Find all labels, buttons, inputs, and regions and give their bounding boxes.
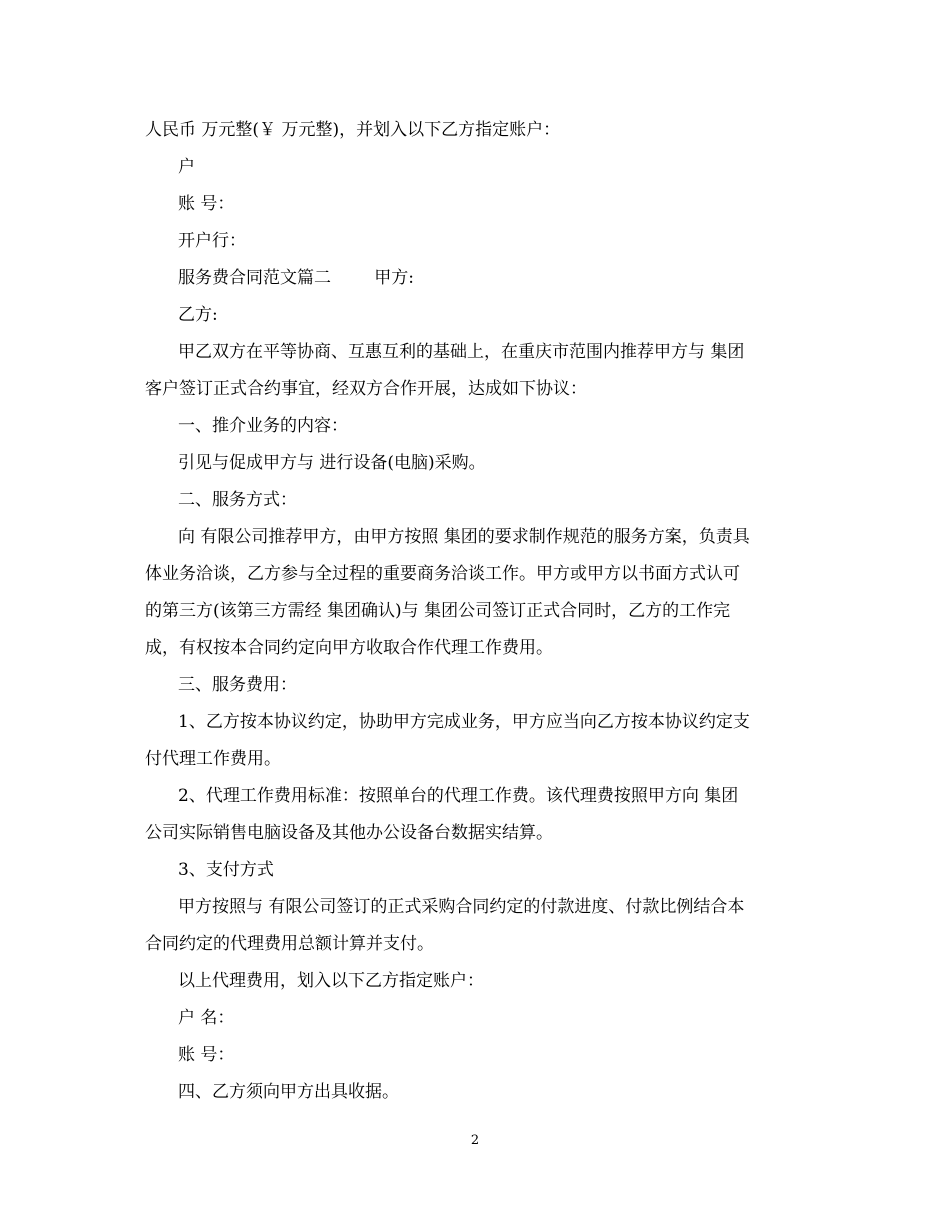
paragraph-line: 以上代理费用，划入以下乙方指定账户： [178,971,484,991]
section-heading-contract-two: 服务费合同范文篇二 甲方: [178,268,414,288]
paragraph-line: 向 有限公司推荐甲方，由甲方按照 集团的要求制作规范的服务方案，负责具 [178,527,750,547]
text-line-party-b: 乙方: [178,305,218,325]
paragraph-line: 体业务洽谈，乙方参与全过程的重要商务洽谈工作。甲方或甲方以书面方式认可 [145,564,740,584]
paragraph-line: 公司实际销售电脑设备及其他办公设备台数据实结算。 [145,823,553,843]
paragraph-line: 客户签订正式合约事宜，经双方合作开展，达成如下协议： [145,379,587,399]
text-line-bank: 开户行： [178,231,246,251]
section-heading: 一、推介业务的内容： [178,416,348,436]
text-line-account-name: 户 名： [178,1008,235,1028]
section-heading: 四、乙方须向甲方出具收据。 [178,1082,399,1102]
paragraph-line: 的第三方(该第三方需经 集团确认)与 集团公司签订正式合同时，乙方的工作完 [145,601,731,621]
paragraph-line: 付代理工作费用。 [145,749,281,769]
paragraph-line: 甲乙双方在平等协商、互惠互利的基础上，在重庆市范围内推荐甲方与 集团 [178,342,745,362]
section-heading: 二、服务方式： [178,490,297,510]
paragraph-line: 甲方按照与 有限公司签订的正式采购合同约定的付款进度、付款比例结合本 [178,897,745,917]
paragraph-line: 2、代理工作费用标准：按照单台的代理工作费。该代理费按照甲方向 集团 [178,786,739,806]
text-line-account-number: 账 号： [178,1045,235,1065]
page-number: 2 [470,1133,480,1148]
text-line-account-number: 账 号： [178,194,235,214]
paragraph-line: 合同约定的代理费用总额计算并支付。 [145,934,434,954]
text-line-account-holder: 户 [178,157,195,177]
paragraph-line: 成，有权按本合同约定向甲方收取合作代理工作费用。 [145,638,553,658]
paragraph-line: 引见与促成甲方与 进行设备(电脑)采购。 [178,453,486,473]
section-heading: 三、服务费用： [178,675,297,695]
section-heading: 3、支付方式 [178,860,274,880]
text-line-payment-amount: 人民币 万元整(￥ 万元整)，并划入以下乙方指定账户： [145,120,561,140]
paragraph-line: 1、乙方按本协议约定，协助甲方完成业务，甲方应当向乙方按本协议约定支 [178,712,750,732]
